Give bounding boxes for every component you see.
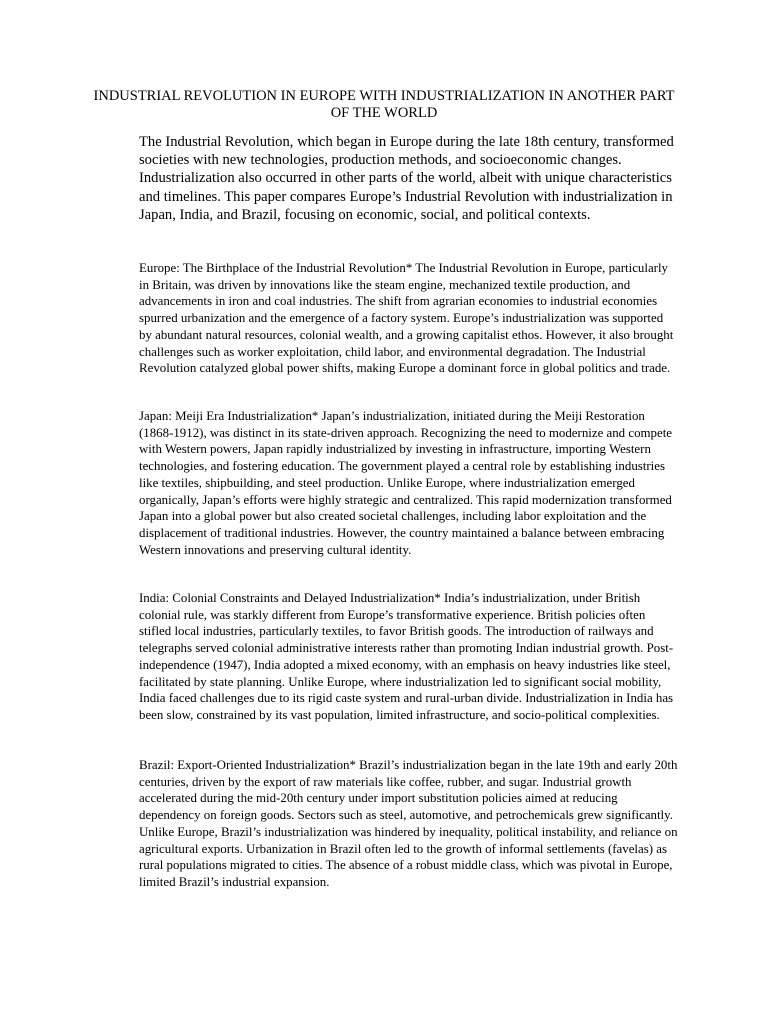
document-title: INDUSTRIAL REVOLUTION IN EUROPE WITH INDUSTRIALIZATION IN ANOTHER PART OF THE WORLD	[93, 88, 675, 121]
section-europe: Europe: The Birthplace of the Industrial Revolution* The Industrial Revolution in Europe, particularly in Britain, was driven by innovations like the steam engine, mechanized textile production, and advancements in iron and coal industries. The shift from agrarian economies to industrial economies spurred urbanization and the emergence of a factory system. Europe’s industrialization was supported by abundant natural resources, colonial wealth, and a growing capitalist ethos. However, it also brought challenges such as worker exploitation, child labor, and environmental degradation. The Industrial Revolution catalyzed global power shifts, making Europe a dominant force in global politics and trade.	[139, 261, 674, 376]
section-india: India: Colonial Constraints and Delayed Industrialization* India’s industrialization, under British colonial rule, was starkly different from Europe’s transformative experience. British policies often stifled local industries, particularly textiles, to favor British goods. The introduction of railways and telegraphs served colonial administrative interests rather than promoting Indian industrial growth. Post-independence (1947), India adopted a mixed economy, with an emphasis on heavy industries like steel, facilitated by state planning. Unlike Europe, where industrialization led to significant social mobility, India faced challenges due to its rigid caste system and rural-urban divide. Industrialization in India has been slow, constrained by its vast population, limited infrastructure, and socio-political complexities.	[139, 591, 674, 722]
section-brazil: Brazil: Export-Oriented Industrialization* Brazil’s industrialization began in the late 19th and early 20th centuries, driven by the export of raw materials like coffee, rubber, and sugar. Industrial growth accelerated during the mid-20th century under import substitution policies aimed at reducing dependency on foreign goods. Sectors such as steel, automotive, and petrochemicals grew significantly. Unlike Europe, Brazil’s industrialization was hindered by inequality, political instability, and reliance on agricultural exports. Urbanization in Brazil often led to the growth of informal settlements (favelas) as rural populations migrated to cities. The absence of a robust middle class, which was pivotal in Europe, limited Brazil’s industrial expansion.	[139, 758, 678, 889]
intro-paragraph: The Industrial Revolution, which began in Europe during the late 18th century, transformed societies with new technologies, production methods, and socioeconomic changes. Industrialization also occurred in other parts of the world, albeit with unique characteristics and timelines. This paper compares Europe’s Industrial Revolution with industrialization in Japan, India, and Brazil, focusing on economic, social, and political contexts.	[139, 134, 674, 223]
section-japan: Japan: Meiji Era Industrialization* Japan’s industrialization, initiated during the Meiji Restoration (1868-1912), was distinct in its state-driven approach. Recognizing the need to modernize and compete with Western powers, Japan rapidly industrialized by investing in infrastructure, importing Western technologies, and fostering education. The government played a central role by establishing industries like textiles, shipbuilding, and steel production. Unlike Europe, where industrialization emerged organically, Japan’s efforts were highly strategic and centralized. This rapid modernization transformed Japan into a global power but also created societal challenges, including labor exploitation and the displacement of traditional industries. However, the country maintained a balance between embracing Western innovations and preserving cultural identity.	[139, 409, 673, 557]
